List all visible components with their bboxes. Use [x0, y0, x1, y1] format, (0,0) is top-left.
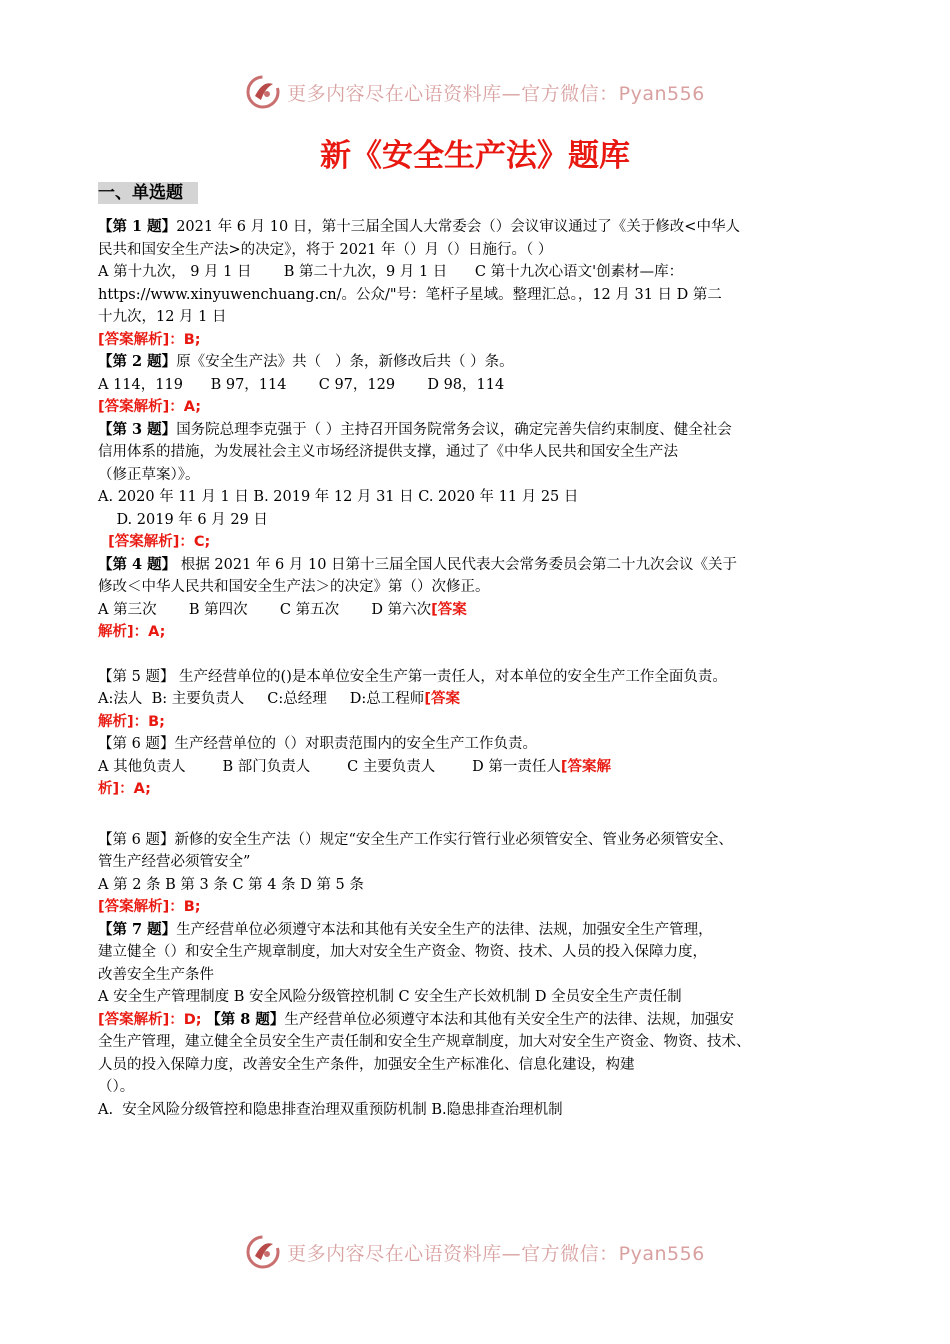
question-text: 人员的投入保障力度，改善安全生产条件，加强安全生产标准化、信息化建设，构建 — [98, 1056, 635, 1073]
question-options: A 安全生产管理制度 B 安全风险分级管控机制 C 安全生产长效机制 D 全员安全生产责任制 — [98, 989, 682, 1005]
question-text: 生产经营单位必须遵守本法和其他有关安全生产的法律、法规，加强安 — [284, 1011, 734, 1028]
spacer — [98, 644, 868, 666]
answer-line: [答案解析]：A; — [98, 399, 202, 415]
question-text: 原《安全生产法》共（ ）条，新修改后共（ ）条。 — [176, 354, 514, 370]
spacer — [98, 801, 868, 829]
answer-line: 解析]：B; — [98, 713, 165, 730]
question-text: 建立健全（）和安全生产规章制度，加大对安全生产资金、物资、技术、人员的投入保障力度， — [98, 944, 707, 960]
question-options: A. 2020 年 11 月 1 日 B. 2019 年 12 月 31 日 C. 2020 年 11 月 25 日 — [98, 489, 579, 505]
question-7: 【第 6 题】新修的安全生产法（）规定“安全生产工作实行管行业必须管安全、管业务必须管安全、 — [98, 831, 733, 848]
question-list — [98, 216, 868, 1121]
question-options — [98, 756, 868, 779]
answer-line: [答案 — [424, 691, 460, 707]
page-title: 新《安全生产法》题库 — [320, 138, 630, 174]
answer-line: [答案解析]：B; — [98, 331, 201, 348]
question-text: 改善安全生产条件 — [98, 966, 214, 983]
question-text: 生产经营单位必须遵守本法和其他有关安全生产的法律、法规，加强安全生产管理， — [176, 921, 713, 938]
brush-logo-icon — [245, 1234, 281, 1270]
question-text: 国务院总理李克强于（ ）主持召开国务院常务会议，确定完善失信约束制度、健全社会 — [176, 421, 732, 438]
question-text: 修改＜中华人民共和国安全生产法＞的决定》第（）次修正。 — [98, 579, 490, 595]
question-text: 民共和国安全生产法>的决定》，将于 2021 年（）月（）日施行。（ ） — [98, 241, 553, 258]
answer-line: [答案解析]：C; — [98, 534, 211, 550]
question-5: 【第 5 题】 生产经营单位的()是本单位安全生产第一责任人，对本单位的安全生产工作全面负责。 — [98, 668, 727, 685]
question-options — [98, 688, 868, 711]
question-9 — [98, 1009, 868, 1032]
answer-line: [答案 — [431, 601, 467, 618]
answer-line: [答案解析]：D; — [98, 1011, 202, 1028]
question-3 — [98, 419, 868, 442]
header-banner — [0, 74, 950, 110]
brush-logo-icon — [245, 74, 281, 110]
section-heading: 一、单选题 — [98, 182, 198, 204]
question-options: 十九次，12 月 1 日 — [98, 309, 227, 325]
options-text: A:法人 B: 主要负责人 C:总经理 D:总工程师 — [98, 691, 425, 707]
question-8 — [98, 919, 868, 942]
question-4 — [98, 554, 868, 577]
question-text: 管生产经营必须管安全” — [98, 854, 251, 870]
question-number: 【第 2 题】 — [98, 353, 177, 370]
question-1 — [98, 216, 868, 239]
question-options: A 第 2 条 B 第 3 条 C 第 4 条 D 第 5 条 — [98, 876, 364, 893]
answer-line: [答案解 — [560, 758, 612, 775]
question-options — [98, 599, 868, 622]
question-text: 2021 年 6 月 10 日，第十三届全国人大常委会（）会议审议通过了《关于修改<中华人 — [176, 219, 740, 235]
question-text: 全生产管理，建立健全全员安全生产责任制和安全生产规章制度，加大对安全生产资金、物资、技术、 — [98, 1034, 751, 1050]
question-6: 【第 6 题】生产经营单位的（）对职责范围内的安全生产工作负责。 — [98, 736, 537, 752]
banner-text: 更多内容尽在心语资料库—官方微信：Pyan556 — [287, 1242, 705, 1265]
question-text: 信用体系的措施，为发展社会主义市场经济提供支撑，通过了《中华人民共和国安全生产法 — [98, 444, 678, 460]
question-number: 【第 8 题】 — [206, 1010, 285, 1028]
answer-line: 析]：A; — [98, 781, 151, 797]
question-2 — [98, 351, 868, 374]
question-options: A. 安全风险分级管控和隐患排查治理双重预防机制 B.隐患排查治理机制 — [98, 1101, 563, 1118]
question-options: A 114，119 B 97，114 C 97，129 D 98，114 — [98, 376, 505, 393]
question-options: https://www.xinyuwenchuang.cn/。公众/"号：笔杆子星域。整理汇总。，12 月 31 日 D 第二 — [98, 286, 722, 303]
answer-line: [答案解析]：B; — [98, 899, 201, 915]
question-options: D. 2019 年 6 月 29 日 — [98, 511, 268, 528]
question-text: （修正草案）》。 — [98, 466, 200, 483]
question-text: （）。 — [98, 1079, 135, 1095]
question-number: 【第 7 题】 — [98, 920, 177, 938]
footer-banner — [0, 1234, 950, 1270]
question-options: A 第十九次， 9 月 1 日 B 第二十九次，9 月 1 日 C 第十九次心语文'创素材—库： — [98, 264, 684, 280]
options-text: A 第三次 B 第四次 C 第五次 D 第六次 — [98, 601, 432, 618]
answer-line: 解析]：A; — [98, 624, 166, 640]
banner-text: 更多内容尽在心语资料库—官方微信：Pyan556 — [287, 82, 705, 105]
options-text: A 其他负责人 B 部门负责人 C 主要负责人 D 第一责任人 — [98, 758, 561, 775]
question-number: 【第 3 题】 — [98, 420, 177, 438]
question-number: 【第 4 题】 — [98, 555, 177, 573]
question-number: 【第 1 题】 — [98, 218, 177, 235]
question-text: 根据 2021 年 6 月 10 日第十三届全国人民代表大会常务委员会第二十九次会议《关于 — [176, 556, 738, 573]
